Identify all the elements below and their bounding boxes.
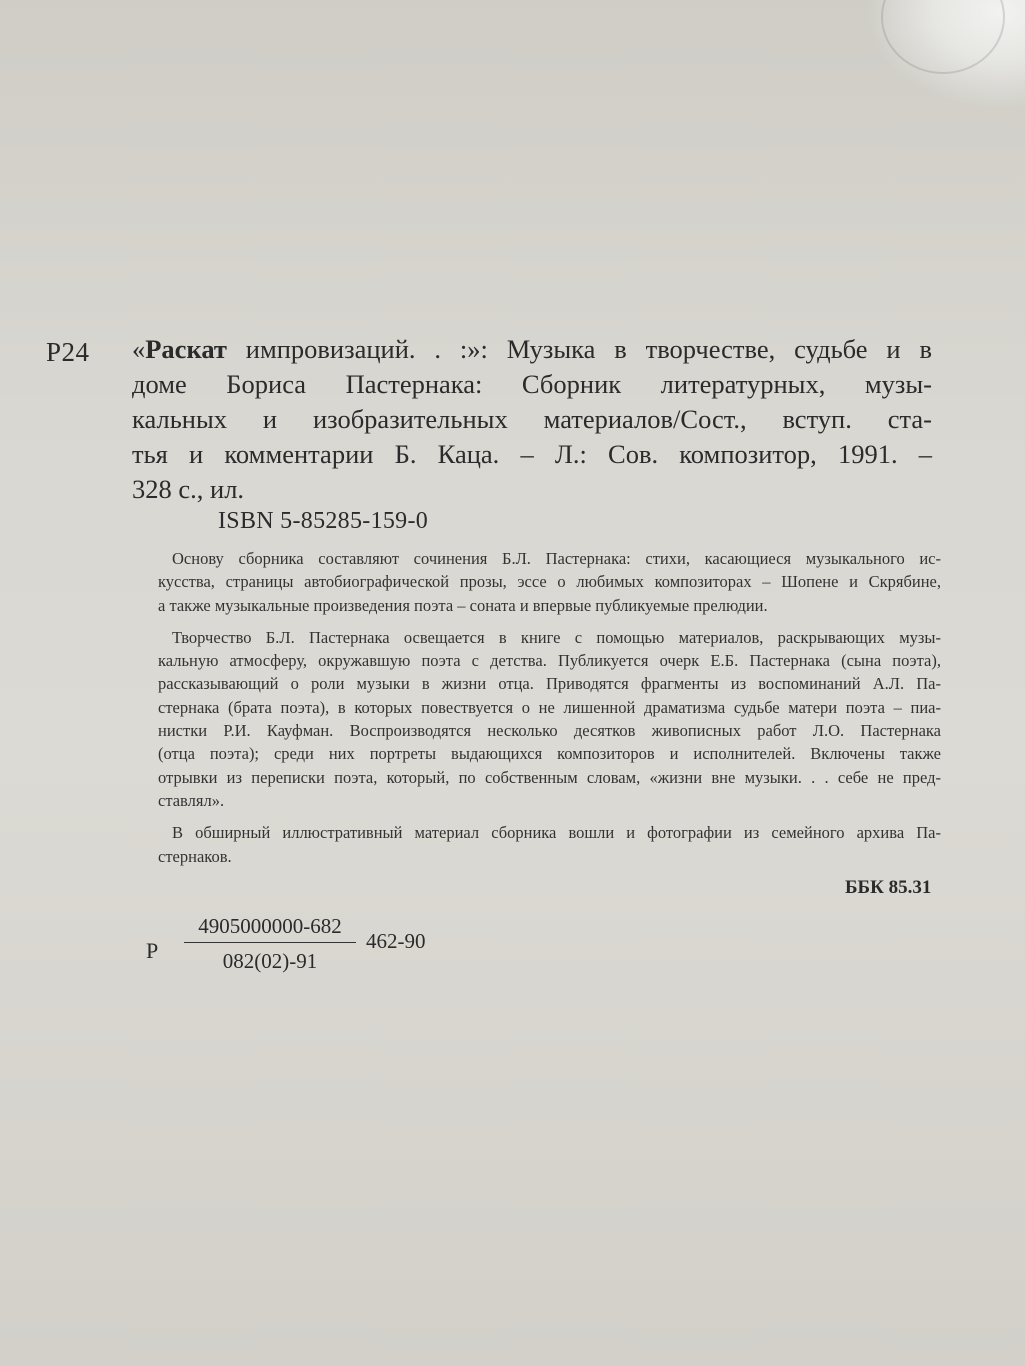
bbk-index: ББК 85.31 — [845, 877, 932, 898]
background-object — [865, 0, 1025, 110]
annotation-line: нистки Р.И. Кауфман. Воспроизводятся несколько десятков живописных работ Л.О. Пастернака — [158, 721, 941, 741]
annotation-line: рассказывающий о роли музыки в жизни отца. Приводятся фрагменты из воспоминаний А.Л. Па- — [158, 674, 941, 694]
annotation-line: Основу сборника составляют сочинения Б.Л. Пастернака: стихи, касающиеся музыкального ис- — [172, 549, 941, 568]
isbn: ISBN 5-85285-159-0 — [218, 508, 429, 534]
annotation-line: кальную атмосферу, окружавшую поэта с детства. Публикуется очерк Е.Б. Пастернака (сына поэта), — [158, 651, 941, 671]
annotation-line: отрывки из переписки поэта, который, по собственным словам, «жизни вне музыки. . . себе не пред- — [158, 767, 941, 787]
background-ring — [881, 0, 1005, 74]
annotation-line: а также музыкальные произведения поэта – соната и впервые публикуемые прелюдии. — [158, 595, 768, 615]
title-line-1: «Раскат импровизаций. . :»: Музыка в творчестве, судьбе и в — [132, 334, 932, 364]
annotation-line: стернака (брата поэта), в которых повествуется о не лишенной драматизма судьбе матери поэта – пиа- — [158, 697, 941, 717]
annotation-line: В обширный иллюстративный материал сборника вошли и фотографии из семейного архива Па- — [172, 823, 941, 843]
annotation — [158, 547, 941, 877]
title-line-4: тья и комментарии Б. Каца. – Л.: Сов. композитор, 1991. – — [132, 439, 932, 469]
annotation-line: ставлял». — [158, 790, 225, 810]
title-line-3: кальных и изобразительных материалов/Сост., вступ. ста- — [132, 404, 932, 434]
title-line-5: 328 с., ил. — [132, 474, 245, 504]
classification-cipher: Р24 — [46, 337, 90, 367]
annotation-line: Творчество Б.Л. Пастернака освещается в книге с помощью материалов, раскрывающих музы- — [172, 627, 941, 647]
author-sign-letter: Р — [146, 938, 159, 963]
bibliographic-description — [132, 332, 932, 507]
code-denominator: 082(02)-91 — [222, 949, 318, 973]
annotation-line: стернаков. — [158, 846, 232, 866]
annotation-line: кусства, страницы автобиографической прозы, эссе о любимых композиторах – Шопене и Скрябине, — [158, 572, 941, 592]
code-right: 462-90 — [366, 929, 426, 953]
title-bold-word: Раскат — [145, 334, 227, 364]
publisher-code-fraction — [184, 914, 356, 974]
annotation-line: (отца поэта); среди них портреты выдающихся композиторов и исполнителей. Включены также — [158, 744, 941, 764]
annotation-paragraph-1 — [158, 547, 941, 617]
annotation-paragraph-2 — [158, 626, 941, 812]
title-line-2: доме Бориса Пастернака: Сборник литературных, музы- — [132, 369, 932, 399]
code-numerator: 4905000000-682 — [184, 914, 356, 943]
annotation-paragraph-3 — [158, 821, 941, 868]
